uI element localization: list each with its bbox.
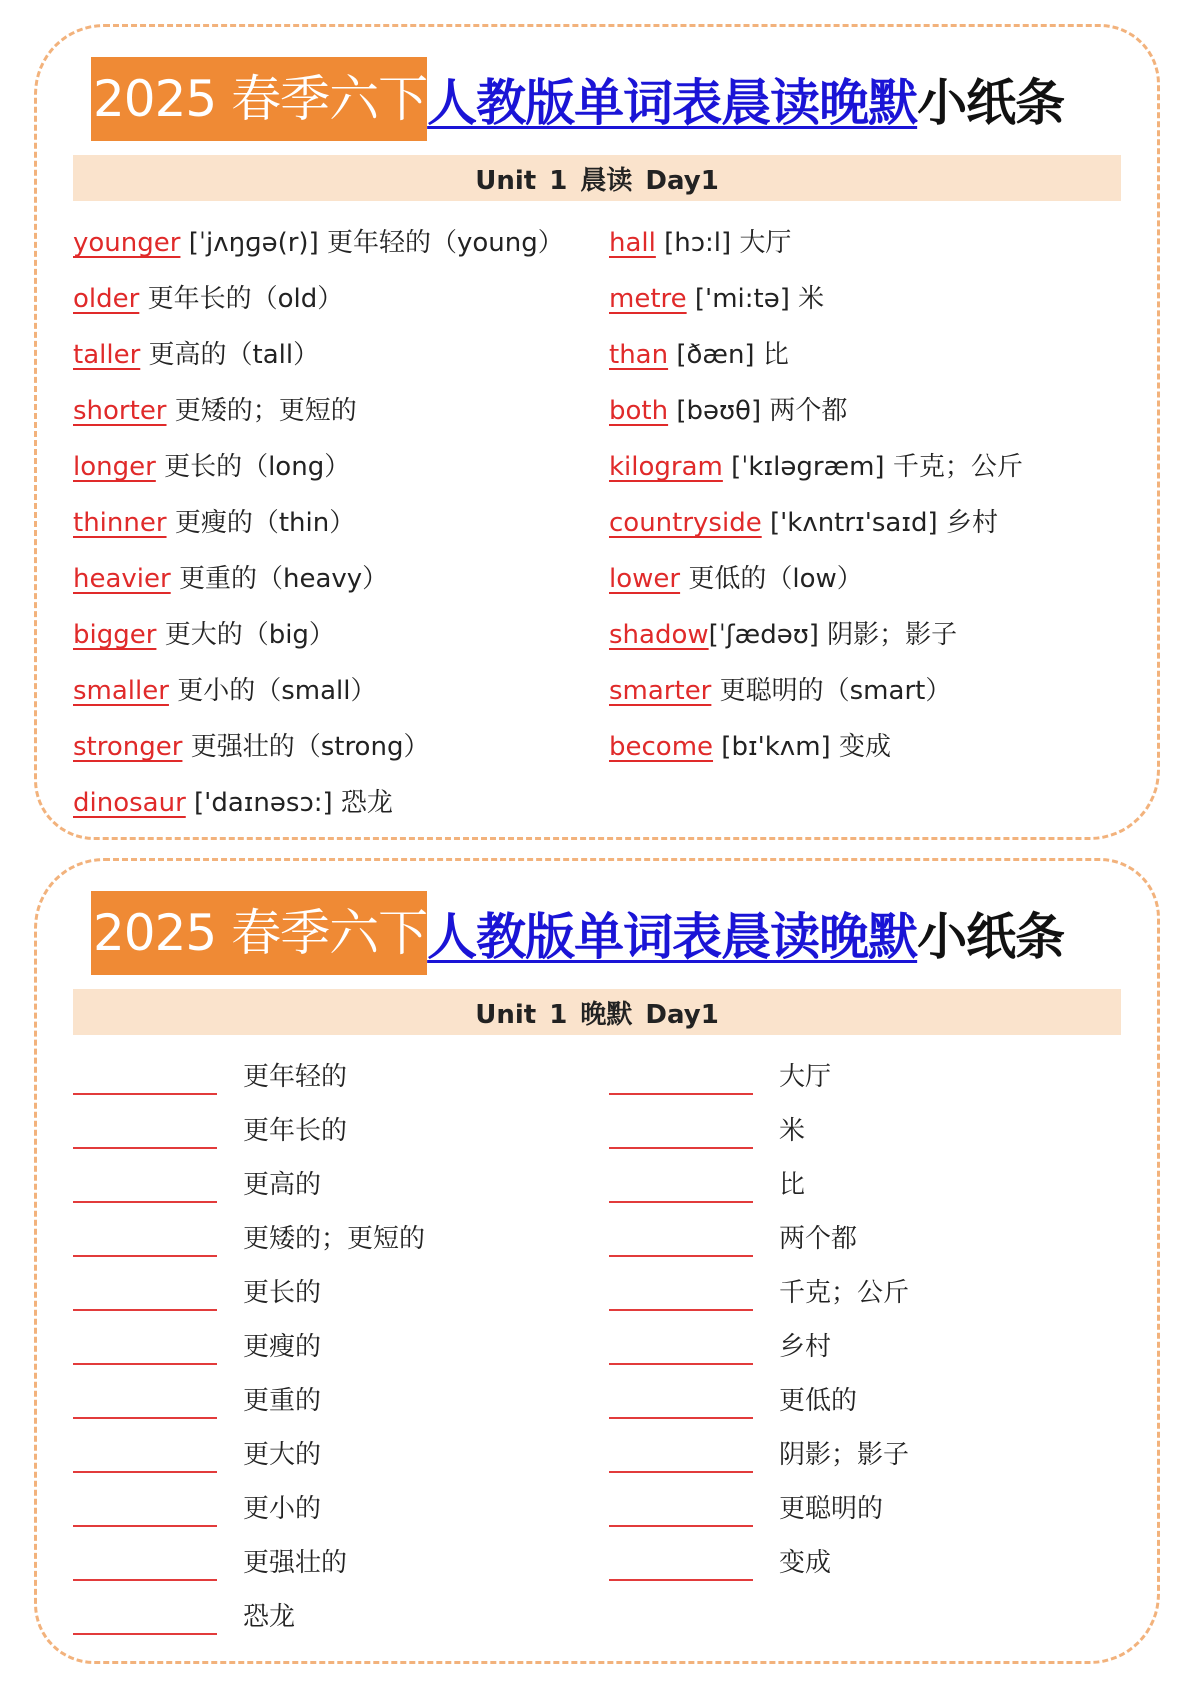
vocab-meaning: 更强壮的（strong） [190,732,430,762]
vocab-meaning: 阴影；影子 [827,620,958,650]
section-band-morning: Unit 1 晨读 Day1 [73,155,1121,201]
vocab-meaning: 更年长的（old） [147,284,344,314]
answer-blank[interactable] [609,1309,753,1311]
vocab-word: taller [73,340,141,370]
vocab-meaning: 更重的（heavy） [178,564,389,594]
vocab-phonetic [169,676,177,706]
dictation-meaning: 阴影；影子 [779,1440,910,1470]
dictation-meaning: 更聪明的 [779,1494,884,1524]
vocab-word: heavier [73,564,171,594]
vocab-word: than [609,340,669,370]
answer-blank[interactable] [73,1201,217,1203]
dictation-meaning: 恐龙 [243,1602,296,1632]
dictation-row [609,1165,1109,1219]
answer-blank[interactable] [73,1255,217,1257]
vocab-meaning: 更低的（low） [688,564,863,594]
vocab-phonetic: ['mi:tə] [686,284,799,314]
page-title [91,57,1064,141]
answer-blank[interactable] [73,1417,217,1419]
vocab-word: shorter [73,396,167,426]
vocab-meaning: 米 [798,284,825,314]
vocab-word: hall [609,228,656,258]
answer-blank[interactable] [609,1255,753,1257]
morning-card [34,24,1160,840]
vocab-row [73,279,593,335]
dictation-meaning: 更高的 [243,1170,322,1200]
vocab-word: younger [73,228,181,258]
vocab-meaning: 更年轻的（young） [326,228,564,258]
section-band-evening: Unit 1 晚默 Day1 [73,989,1121,1035]
vocab-phonetic [167,508,175,538]
dictation-row [73,1381,593,1435]
vocab-meaning: 更大的（big） [164,620,335,650]
vocab-word: stronger [73,732,183,762]
vocab-row [73,783,593,839]
vocab-meaning: 乡村 [945,508,998,538]
vocab-row [609,335,1109,391]
vocab-meaning: 更矮的；更短的 [174,396,357,426]
answer-blank[interactable] [609,1147,753,1149]
dictation-row [609,1273,1109,1327]
morning-right-column [609,223,1109,783]
dictation-meaning: 米 [779,1116,806,1146]
vocab-row [609,447,1109,503]
answer-blank[interactable] [609,1417,753,1419]
answer-blank[interactable] [73,1147,217,1149]
dictation-row [73,1435,593,1489]
page-title-repeat [91,891,1064,975]
vocab-phonetic: [ðæn] [668,340,763,370]
vocab-phonetic [711,676,719,706]
dictation-row [609,1219,1109,1273]
vocab-phonetic: [bəʊθ] [668,396,770,426]
dictation-meaning: 更长的 [243,1278,322,1308]
evening-right-column [609,1057,1109,1597]
vocab-row [73,391,593,447]
vocab-row [73,727,593,783]
vocab-word: smaller [73,676,169,706]
vocab-phonetic: [ˈjʌŋɡə(r)] [180,228,327,258]
dictation-row [73,1597,593,1651]
vocab-meaning: 更瘦的（thin） [174,508,356,538]
vocab-phonetic: [ˈʃædəʊ] [708,620,828,650]
dictation-meaning: 两个都 [779,1224,858,1254]
vocab-word: thinner [73,508,167,538]
answer-blank[interactable] [609,1093,753,1095]
vocab-word: kilogram [609,452,723,482]
answer-blank[interactable] [609,1363,753,1365]
answer-blank[interactable] [73,1525,217,1527]
vocab-meaning: 千克；公斤 [892,452,1023,482]
title-suffix: 小纸条 [917,74,1065,132]
vocab-word: older [73,284,140,314]
vocab-word: bigger [73,620,157,650]
answer-blank[interactable] [609,1579,753,1581]
vocab-word: become [609,732,714,762]
vocab-meaning: 大厅 [739,228,792,258]
vocab-row [73,615,593,671]
dictation-row [73,1165,593,1219]
dictation-row [73,1543,593,1597]
dictation-row [609,1381,1109,1435]
dictation-row [609,1435,1109,1489]
vocab-row [609,503,1109,559]
answer-blank[interactable] [609,1471,753,1473]
answer-blank[interactable] [609,1525,753,1527]
vocab-row [609,727,1109,783]
title-suffix: 小纸条 [917,908,1065,966]
answer-blank[interactable] [73,1309,217,1311]
dictation-meaning: 更低的 [779,1386,858,1416]
dictation-meaning: 更重的 [243,1386,322,1416]
vocab-phonetic: ['daɪnəsɔ:] [185,788,341,818]
dictation-row [609,1057,1109,1111]
vocab-meaning: 更聪明的（smart） [719,676,952,706]
vocab-meaning: 恐龙 [340,788,393,818]
title-year-grade: 2025 春季六下 [91,57,427,141]
vocab-meaning: 比 [762,340,789,370]
vocab-meaning: 变成 [838,732,891,762]
dictation-row [609,1489,1109,1543]
vocab-row [73,335,593,391]
title-link[interactable]: 人教版单词表晨读晚默 [427,74,918,132]
vocab-meaning: 两个都 [769,396,848,426]
dictation-meaning: 乡村 [779,1332,832,1362]
dictation-row [73,1489,593,1543]
dictation-row [73,1327,593,1381]
dictation-row [609,1543,1109,1597]
vocab-phonetic [156,452,164,482]
vocab-phonetic: [hɔ:l] [655,228,740,258]
vocab-row [73,671,593,727]
vocab-phonetic [139,284,147,314]
vocab-row [609,671,1109,727]
vocab-row [609,615,1109,671]
vocab-row [609,223,1109,279]
dictation-meaning: 更瘦的 [243,1332,322,1362]
vocab-phonetic [171,564,179,594]
dictation-meaning: 更年长的 [243,1116,348,1146]
vocab-word: lower [609,564,681,594]
vocab-row [609,391,1109,447]
vocab-word: smarter [609,676,712,706]
vocab-phonetic [140,340,148,370]
answer-blank[interactable] [609,1201,753,1203]
vocab-row [73,223,593,279]
dictation-meaning: 更矮的；更短的 [243,1224,426,1254]
dictation-row [609,1327,1109,1381]
answer-blank[interactable] [73,1363,217,1365]
dictation-meaning: 更年轻的 [243,1062,348,1092]
answer-blank[interactable] [73,1579,217,1581]
vocab-phonetic: [ˈkɪləgræm] [722,452,893,482]
vocab-meaning: 更长的（long） [164,452,351,482]
vocab-row [73,559,593,615]
title-link[interactable]: 人教版单词表晨读晚默 [427,908,918,966]
vocab-word: longer [73,452,156,482]
answer-blank[interactable] [73,1471,217,1473]
vocab-phonetic [182,732,190,762]
vocab-word: shadow [609,620,709,650]
dictation-meaning: 比 [779,1170,806,1200]
title-year-grade: 2025 春季六下 [91,891,427,975]
vocab-meaning: 更小的（small） [177,676,377,706]
vocab-row [73,447,593,503]
vocab-word: dinosaur [73,788,186,818]
dictation-meaning: 千克；公斤 [779,1278,910,1308]
vocab-word: metre [609,284,687,314]
vocab-row [73,503,593,559]
answer-blank[interactable] [73,1093,217,1095]
vocab-phonetic [156,620,164,650]
vocab-phonetic: ['kʌntrɪ'saɪd] [761,508,946,538]
dictation-row [609,1111,1109,1165]
evening-left-column [73,1057,593,1651]
dictation-meaning: 大厅 [779,1062,832,1092]
vocab-meaning: 更高的（tall） [148,340,320,370]
evening-card [34,858,1160,1664]
vocab-phonetic: [bɪ'kʌm] [713,732,839,762]
vocab-row [609,279,1109,335]
dictation-meaning: 更大的 [243,1440,322,1470]
vocab-word: both [609,396,669,426]
dictation-row [73,1111,593,1165]
dictation-row [73,1219,593,1273]
vocab-phonetic [167,396,175,426]
dictation-row [73,1273,593,1327]
dictation-meaning: 变成 [779,1548,832,1578]
vocab-word: countryside [609,508,762,538]
morning-left-column [73,223,593,839]
dictation-meaning: 更小的 [243,1494,322,1524]
vocab-row [609,559,1109,615]
dictation-row [73,1057,593,1111]
dictation-meaning: 更强壮的 [243,1548,348,1578]
answer-blank[interactable] [73,1633,217,1635]
